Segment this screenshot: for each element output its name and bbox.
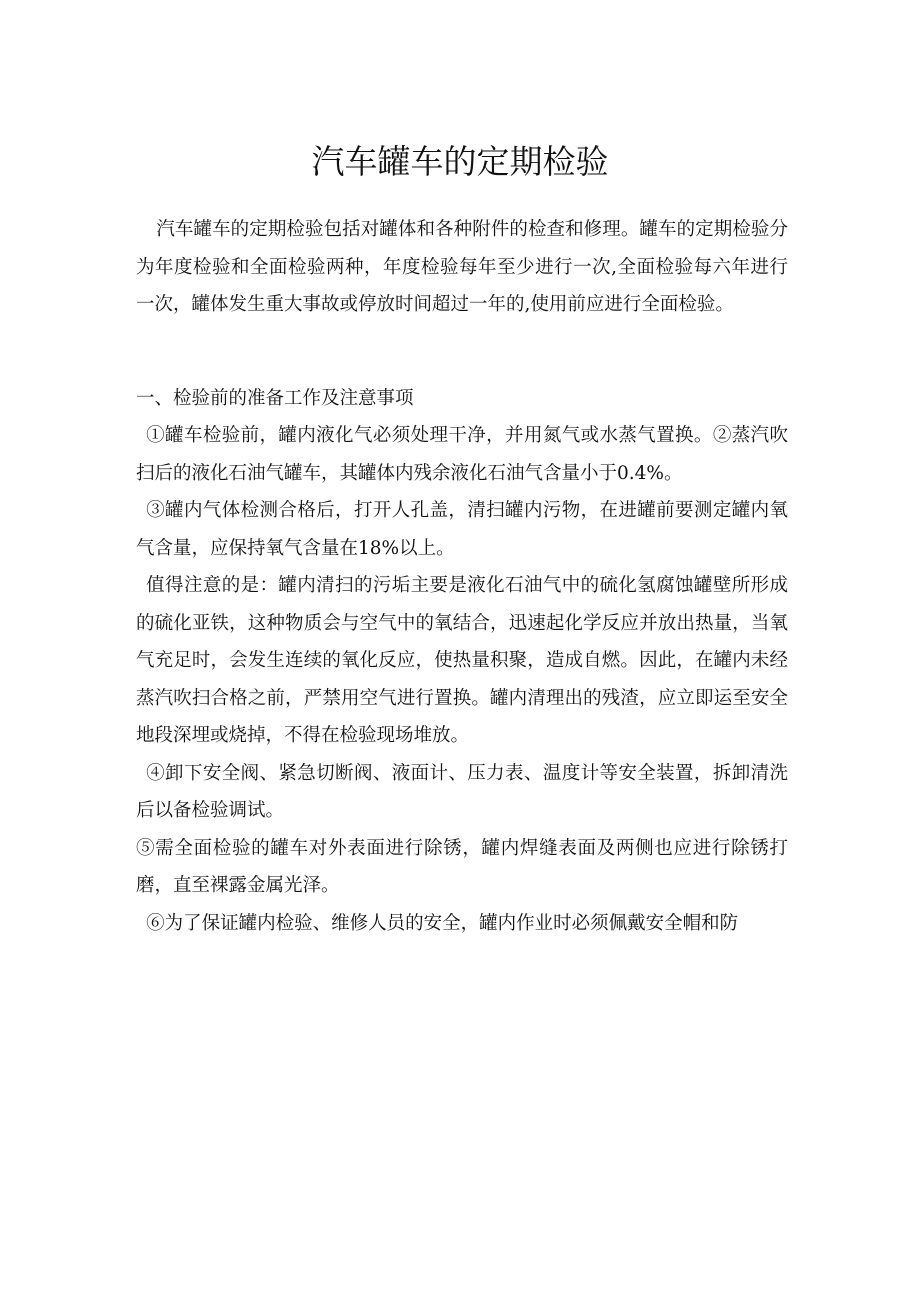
section-paragraph-5: ⑤需全面检验的罐车对外表面进行除锈，罐内焊缝表面及两侧也应进行除锈打磨，直至裸露金属光泽。 [136, 837, 788, 896]
section-heading: 一、检验前的准备工作及注意事项 [136, 387, 414, 409]
section-paragraph-2: ③罐内气体检测合格后，打开人孔盖，清扫罐内污物，在进罐前要测定罐内氧气含量，应保持氧气含量在18%以上。 [136, 500, 788, 559]
paragraph-spacer [136, 324, 788, 380]
section-paragraph-3: 值得注意的是：罐内清扫的污垢主要是液化石油气中的硫化氢腐蚀罐壁所形成的硫化亚铁，这种物质会与空气中的氧结合，迅速起化学反应并放出热量，当氧气充足时，会发生连续的氧化反应，使热量积聚，造成自燃。因此，在罐内未经蒸汽吹扫合格之前，严禁用空气进行置换。罐内清理出的残渣，应立即运至安全地段深埋或烧掉，不得在检验现场堆放。 [136, 575, 788, 746]
document-title: 汽车罐车的定期检验 [311, 142, 609, 181]
section-paragraph-1: ①罐车检验前，罐内液化气必须处理干净，并用氮气或水蒸气置换。②蒸汽吹扫后的液化石油气罐车，其罐体内残余液化石油气含量小于0.4%。 [136, 425, 788, 484]
intro-paragraph: 汽车罐车的定期检验包括对罐体和各种附件的检查和修理。罐车的定期检验分为年度检验和全面检验两种，年度检验每年至少进行一次,全面检验每六年进行一次，罐体发生重大事故或停放时间超过一年的,使用前应进行全面检验。 [136, 219, 788, 315]
document-body [136, 211, 788, 942]
section-paragraph-4: ④卸下安全阀、紧急切断阀、液面计、压力表、温度计等安全装置，拆卸清洗后以备检验调试。 [136, 762, 788, 821]
section-paragraph-6: ⑥为了保证罐内检验、维修人员的安全，罐内作业时必须佩戴安全帽和防 [146, 912, 739, 934]
